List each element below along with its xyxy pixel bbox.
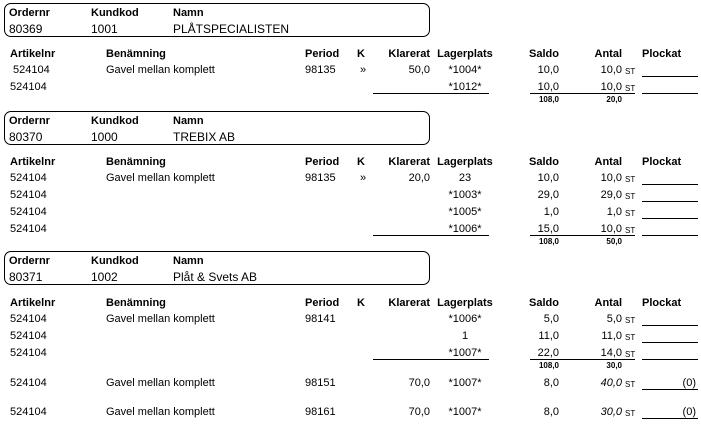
separator-line-right — [530, 235, 635, 236]
order-kundkod-value: 1002 — [91, 270, 118, 284]
col-antal: Antal — [594, 48, 622, 60]
col-plockat: Plockat — [642, 156, 682, 168]
order-header-box — [4, 3, 430, 37]
cell-saldo: 22,0 — [537, 347, 559, 359]
unit-label: ST — [625, 333, 636, 342]
order-header-box — [4, 111, 430, 145]
unit-label: ST — [625, 84, 636, 93]
order-namn-label: Namn — [173, 255, 204, 267]
cell-lagerplats: *1007* — [448, 347, 482, 359]
col-benamning: Benämning — [106, 48, 166, 60]
cell-antal: 10,0 — [600, 172, 622, 184]
cell-artikelnr: 524104 — [10, 406, 47, 418]
cell-artikelnr: 524104 — [10, 223, 47, 235]
plockat-line — [642, 201, 698, 202]
order-kundkod-label: Kundkod — [91, 255, 139, 267]
cell-saldo: 8,0 — [543, 377, 559, 389]
total-saldo: 108,0 — [538, 237, 559, 246]
col-saldo: Saldo — [529, 297, 559, 309]
plockat-line — [642, 218, 698, 219]
cell-benamning: Gavel mellan komplett — [106, 172, 215, 184]
total-antal: 50,0 — [606, 237, 622, 246]
plockat-line — [642, 359, 698, 360]
cell-lagerplats: *1004* — [448, 64, 482, 76]
col-saldo: Saldo — [529, 48, 559, 60]
cell-saldo: 29,0 — [537, 189, 559, 201]
order-kundkod-value: 1000 — [91, 130, 118, 144]
order-ordernr-value: 80371 — [9, 270, 43, 284]
cell-antal: 1,0 — [606, 206, 622, 218]
col-klarerat: Klarerat — [388, 48, 430, 60]
cell-lagerplats: *1006* — [448, 223, 482, 235]
col-period: Period — [305, 156, 340, 168]
unit-label: ST — [625, 316, 636, 325]
unit-label: ST — [625, 350, 636, 359]
cell-saldo: 1,0 — [543, 206, 559, 218]
plockat-line — [642, 325, 698, 326]
order-namn-value: PLÅTSPECIALISTEN — [173, 22, 290, 36]
cell-saldo: 5,0 — [543, 313, 559, 325]
col-artikelnr: Artikelnr — [10, 156, 56, 168]
cell-saldo: 10,0 — [537, 81, 559, 93]
order-namn-label: Namn — [173, 115, 204, 127]
cell-antal: 5,0 — [606, 313, 622, 325]
cell-artikelnr: 524104 — [10, 189, 47, 201]
total-saldo: 108,0 — [538, 95, 559, 104]
col-artikelnr: Artikelnr — [10, 297, 56, 309]
col-lagerplats: Lagerplats — [437, 297, 493, 309]
cell-artikelnr: 524104 — [10, 172, 47, 184]
cell-artikelnr: 524104 — [10, 330, 47, 342]
col-lagerplats: Lagerplats — [437, 48, 493, 60]
cell-benamning: Gavel mellan komplett — [106, 64, 215, 76]
cell-lagerplats: *1005* — [448, 206, 482, 218]
cell-saldo: 10,0 — [537, 64, 559, 76]
plockat-line — [642, 235, 698, 236]
unit-label: ST — [625, 226, 636, 235]
order-ordernr-label: Ordernr — [9, 115, 50, 127]
cell-antal: 29,0 — [600, 189, 622, 201]
plockat-line — [642, 184, 698, 185]
col-benamning: Benämning — [106, 297, 166, 309]
col-antal: Antal — [594, 297, 622, 309]
cell-klarerat: 50,0 — [408, 64, 430, 76]
cell-lagerplats: 1 — [461, 330, 469, 342]
unit-label: ST — [625, 209, 636, 218]
cell-antal: 30,0 — [600, 406, 622, 418]
cell-lagerplats: *1007* — [448, 377, 482, 389]
cell-k: » — [360, 64, 367, 76]
total-antal: 20,0 — [606, 95, 622, 104]
order-namn-value: Plåt & Svets AB — [173, 270, 258, 284]
cell-benamning: Gavel mellan komplett — [106, 313, 215, 325]
cell-klarerat: 70,0 — [408, 406, 430, 418]
cell-klarerat: 20,0 — [408, 172, 430, 184]
unit-label: ST — [625, 380, 636, 389]
cell-lagerplats: 23 — [458, 172, 472, 184]
col-klarerat: Klarerat — [388, 297, 430, 309]
order-kundkod-label: Kundkod — [91, 115, 139, 127]
order-kundkod-label: Kundkod — [91, 7, 139, 19]
col-antal: Antal — [594, 156, 622, 168]
cell-saldo: 11,0 — [538, 330, 559, 342]
unit-label: ST — [625, 409, 636, 418]
col-plockat: Plockat — [642, 48, 682, 60]
order-namn-label: Namn — [173, 7, 204, 19]
unit-label: ST — [625, 67, 636, 76]
cell-lagerplats: *1003* — [448, 189, 482, 201]
plockat-line — [642, 342, 698, 343]
cell-saldo: 8,0 — [543, 406, 559, 418]
col-period: Period — [305, 297, 340, 309]
separator-line-right — [530, 93, 635, 94]
col-benamning: Benämning — [106, 156, 166, 168]
cell-antal: 11,0 — [601, 330, 622, 342]
col-artikelnr: Artikelnr — [10, 48, 56, 60]
order-ordernr-label: Ordernr — [9, 7, 50, 19]
cell-artikelnr: 524104 — [10, 377, 47, 389]
plockat-line — [642, 76, 698, 77]
order-kundkod-value: 1001 — [91, 22, 118, 36]
cell-period: 98151 — [305, 377, 336, 389]
col-k: K — [357, 48, 365, 60]
col-klarerat: Klarerat — [388, 156, 430, 168]
col-k: K — [357, 297, 365, 309]
col-saldo: Saldo — [529, 156, 559, 168]
plockat-line — [642, 389, 698, 390]
separator-line-right — [530, 359, 635, 360]
cell-artikelnr: 524104 — [10, 313, 47, 325]
cell-k: » — [360, 172, 367, 184]
order-header-box — [4, 251, 430, 285]
cell-artikelnr: 524104 — [10, 81, 47, 93]
col-period: Period — [305, 48, 340, 60]
cell-lagerplats: *1006* — [448, 313, 482, 325]
unit-label: ST — [625, 192, 636, 201]
col-lagerplats: Lagerplats — [437, 156, 493, 168]
cell-saldo: 15,0 — [537, 223, 559, 235]
separator-line-left — [373, 359, 489, 360]
separator-line-left — [373, 93, 489, 94]
cell-benamning: Gavel mellan komplett — [106, 377, 215, 389]
cell-antal: 14,0 — [600, 347, 622, 359]
plockat-line — [642, 418, 698, 419]
plockat-line — [642, 93, 698, 94]
total-antal: 30,0 — [606, 361, 622, 370]
order-namn-value: TREBIX AB — [173, 130, 236, 144]
cell-antal: 40,0 — [600, 377, 622, 389]
cell-antal: 10,0 — [600, 223, 622, 235]
col-k: K — [357, 156, 365, 168]
cell-period: 98135 — [305, 64, 336, 76]
cell-klarerat: 70,0 — [408, 377, 430, 389]
cell-saldo: 10,0 — [537, 172, 559, 184]
unit-label: ST — [625, 175, 636, 184]
cell-artikelnr: 524104 — [10, 347, 47, 359]
cell-period: 98161 — [305, 406, 336, 418]
order-ordernr-label: Ordernr — [9, 255, 50, 267]
cell-plockat: (0) — [682, 377, 696, 389]
separator-line-left — [373, 235, 489, 236]
cell-antal: 10,0 — [600, 64, 622, 76]
cell-antal: 10,0 — [600, 81, 622, 93]
cell-plockat: (0) — [682, 406, 696, 418]
cell-artikelnr: 524104 — [10, 206, 47, 218]
total-saldo: 108,0 — [538, 361, 559, 370]
order-ordernr-value: 80370 — [9, 130, 43, 144]
order-ordernr-value: 80369 — [9, 22, 43, 36]
col-plockat: Plockat — [642, 297, 682, 309]
cell-lagerplats: *1012* — [448, 81, 482, 93]
cell-artikelnr: 524104 — [10, 64, 50, 76]
cell-lagerplats: *1007* — [448, 406, 482, 418]
cell-period: 98135 — [305, 172, 336, 184]
cell-period: 98141 — [305, 313, 336, 325]
cell-benamning: Gavel mellan komplett — [106, 406, 215, 418]
